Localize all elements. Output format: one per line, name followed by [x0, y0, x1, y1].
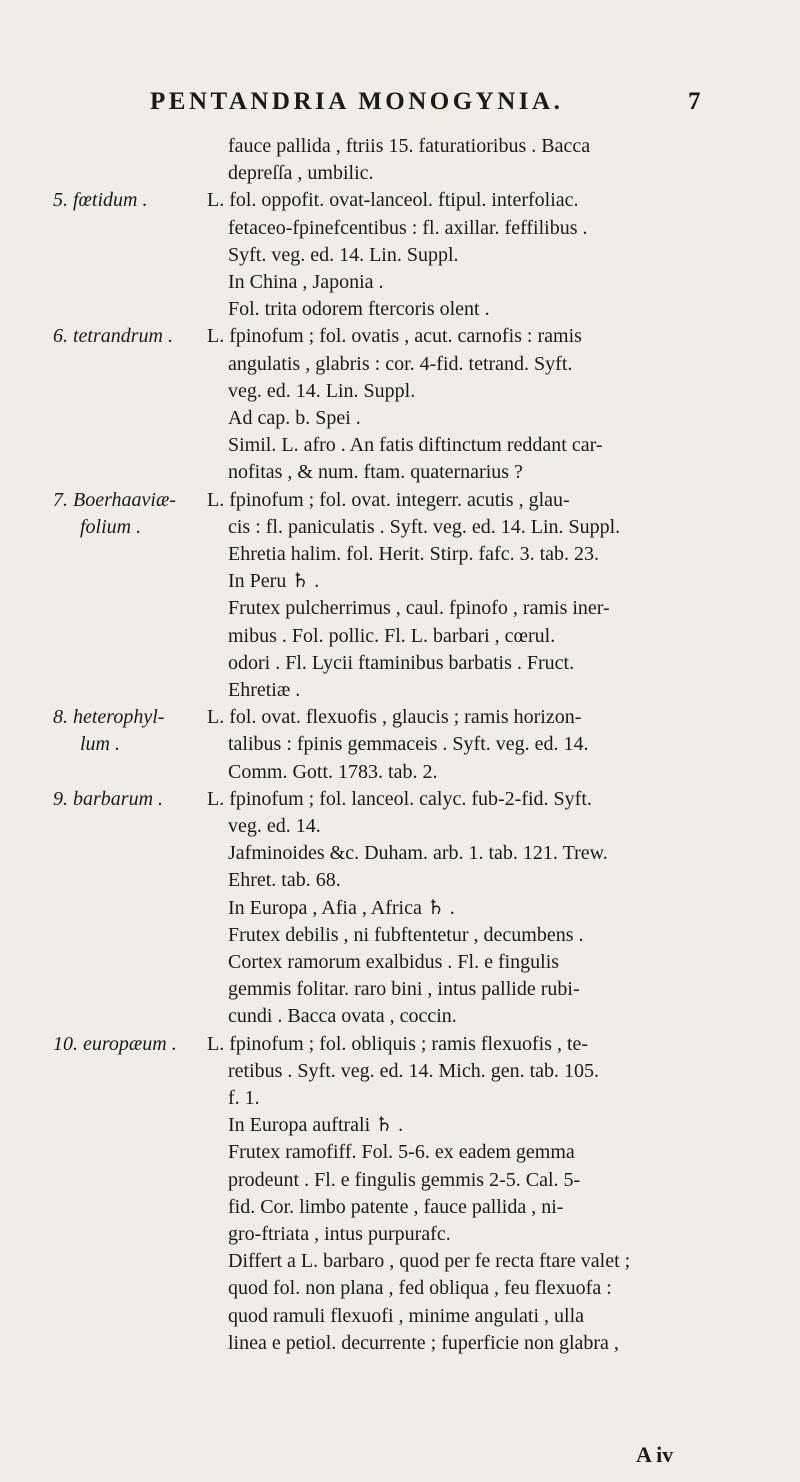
text-line: linea e petiol. decurrente ; fuperficie non glabra ,	[228, 1331, 619, 1354]
text-line: In Europa , Afia , Africa ♄ .	[228, 896, 455, 919]
text-line: f. 1.	[228, 1087, 260, 1109]
text-line: retibus . Syft. veg. ed. 14. Mich. gen. tab. 105.	[228, 1059, 600, 1082]
species-label: 8. heterophyl-	[53, 706, 165, 729]
text-line: veg. ed. 14.	[228, 815, 321, 837]
text-line: Ad cap. b. Spei .	[228, 407, 361, 429]
text-line: Cortex ramorum exalbidus . Fl. e fingulis	[228, 951, 560, 973]
text-line: nofitas , & num. ftam. quaternarius ?	[228, 461, 523, 484]
text-line: cis : fl. paniculatis . Syft. veg. ed. 14. Lin. Suppl.	[228, 515, 621, 538]
species-label-continued: folium .	[80, 515, 142, 538]
running-header	[0, 88, 800, 124]
text-line: fetaceo-fpinefcentibus : fl. axillar. feffilibus .	[228, 216, 588, 239]
text-line: Fol. trita odorem ftercoris olent .	[228, 298, 490, 321]
text-line: angulatis , glabris : cor. 4-fid. tetrand. Syft.	[228, 352, 573, 375]
text-line: L. fpinofum ; fol. ovat. integerr. acutis , glau-	[207, 488, 570, 511]
text-line: fid. Cor. limbo patente , fauce pallida , ni-	[228, 1195, 564, 1218]
text-line: mibus . Fol. pollic. Fl. L. barbari , cœrul.	[228, 624, 556, 647]
page-number: 7	[688, 88, 701, 115]
signature-mark: A iv	[636, 1442, 674, 1467]
text-line: veg. ed. 14. Lin. Suppl.	[228, 379, 416, 402]
text-line: In China , Japonia .	[228, 271, 384, 293]
text-line: Frutex ramofiff. Fol. 5-6. ex eadem gemma	[228, 1141, 575, 1164]
text-line: cundi . Bacca ovata , coccin.	[228, 1005, 457, 1028]
text-line: In Europa auftrali ♄ .	[228, 1114, 404, 1137]
species-label: 7. Boerhaaviæ-	[53, 488, 176, 511]
text-line: L. fpinofum ; fol. lanceol. calyc. fub-2-fid. Syft.	[207, 787, 592, 810]
text-line: Ehretiæ .	[228, 679, 301, 701]
text-line: In Peru ♄ .	[228, 570, 320, 593]
text-line: Ehret. tab. 68.	[228, 869, 341, 892]
text-line: Comm. Gott. 1783. tab. 2.	[228, 760, 438, 783]
species-label: 10. europæum .	[53, 1032, 177, 1055]
text-line: L. fpinofum ; fol. obliquis ; ramis flexuofis , te-	[207, 1032, 589, 1055]
text-line: Frutex debilis , ni fubftentetur , decumbens .	[228, 923, 584, 946]
species-label: 9. barbarum .	[53, 787, 164, 810]
running-title: PENTANDRIA MONOGYNIA.	[150, 88, 564, 115]
text-line: talibus : fpinis gemmaceis . Syft. veg. ed. 14.	[228, 733, 589, 756]
text-line: Differt a L. barbaro , quod per fe recta ftare valet ;	[228, 1250, 631, 1273]
text-line: Syft. veg. ed. 14. Lin. Suppl.	[228, 243, 459, 266]
text-line: Simil. L. afro . An fatis diftinctum reddant car-	[228, 434, 603, 457]
text-line: fauce pallida , ftriis 15. faturatioribus . Bacca	[228, 135, 591, 157]
text-line: Jafminoides &c. Duham. arb. 1. tab. 121. Trew.	[228, 842, 608, 865]
text-line: L. fpinofum ; fol. ovatis , acut. carnofis : ramis	[207, 325, 582, 348]
species-label: 5. fœtidum .	[53, 189, 148, 212]
species-label-continued: lum .	[80, 733, 120, 756]
text-line: odori . Fl. Lycii ftaminibus barbatis . Fruct.	[228, 651, 575, 674]
text-line: L. fol. oppofit. ovat-lanceol. ftipul. interfoliac.	[207, 189, 579, 212]
text-line: depreſſa , umbilic.	[228, 162, 374, 185]
species-label: 6. tetrandrum .	[53, 325, 173, 348]
text-line: Frutex pulcherrimus , caul. fpinofo , ramis iner-	[228, 597, 610, 620]
text-line: L. fol. ovat. flexuofis , glaucis ; ramis horizon-	[207, 706, 582, 729]
text-line: quod fol. non plana , fed obliqua , feu flexuofa :	[228, 1277, 612, 1300]
text-line: gro-ftriata , intus purpurafc.	[228, 1223, 451, 1245]
text-line: prodeunt . Fl. e fingulis gemmis 2-5. Cal. 5-	[228, 1168, 581, 1191]
text-line: Ehretia halim. fol. Herit. Stirp. fafc. 3. tab. 23.	[228, 543, 600, 565]
text-line: quod ramuli flexuofi , minime angulati , ulla	[228, 1304, 585, 1327]
text-line: gemmis folitar. raro bini , intus pallide rubi-	[228, 978, 580, 1001]
